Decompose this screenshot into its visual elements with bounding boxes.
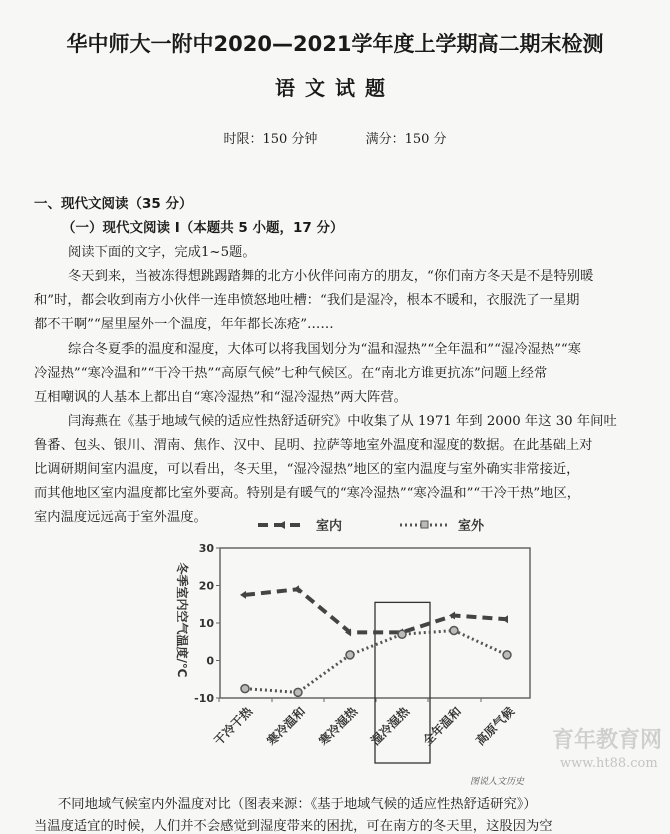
y-tick-label: 10	[198, 617, 214, 630]
paragraph-line: 都不干啊”“屋里屋外一个温度，年年都长冻疮”……	[34, 317, 334, 332]
image-credit: 图说人文历史	[470, 777, 525, 787]
chart-caption: 不同地域气候室内外温度对比（图表来源：《基于地域气候的适应性热舒适研究》）	[58, 797, 537, 812]
time-limit: 时限：150 分钟	[223, 132, 318, 147]
y-tick-label: 0	[206, 654, 214, 668]
data-point	[293, 585, 299, 593]
legend-marker	[421, 521, 428, 528]
legend-marker	[278, 521, 285, 529]
x-tick-label: 高原气候	[473, 704, 518, 749]
paragraph-line: 互相嘲讽的人基本上都出自“寒冷湿热”和“湿冷湿热”两大阵营。	[34, 390, 407, 405]
paragraph-line: 冬天到来，当被冻得想跳踢踏舞的北方小伙伴问南方的朋友，“你们南方冬天是不是特别暖	[68, 269, 594, 284]
series-line-outdoor	[245, 631, 507, 693]
x-tick-label: 干冷干热	[211, 704, 256, 749]
data-point	[346, 651, 354, 659]
section-subheading: （一）现代文阅读 I（本题共 5 小题，17 分）	[62, 220, 344, 236]
paragraph-line: 而其他地区室内温度都比室外要高。特别是有暖气的“寒冷湿热”“寒冷温和”“干冷干热”地区，	[34, 486, 581, 501]
section-heading: 一、现代文阅读（35 分）	[34, 196, 193, 212]
y-tick-label: 20	[198, 579, 214, 593]
exam-title: 华中师大一附中2020—2021学年度上学期高二期末检测	[66, 32, 604, 56]
x-tick-label: 寒冷温和	[264, 704, 309, 749]
paragraph-line: 比调研期间室内温度，可以看出，冬天里，“湿冷湿热”地区的室内温度与室外确实非常接近，	[34, 462, 580, 477]
instruction: 阅读下面的文字，完成1~5题。	[68, 245, 256, 260]
data-point	[450, 627, 458, 635]
x-tick-label: 寒冷湿热	[316, 704, 361, 749]
watermark-logo: 育年教育网	[552, 728, 663, 753]
exam-subject: 语文试题	[275, 76, 395, 100]
paragraph-line: 和”时，都会收到南方小伙伴一连串愤怒地吐槽：“我们是湿冷，根本不暖和，衣服洗了一星期	[34, 293, 580, 308]
series-line-indoor	[245, 589, 507, 632]
paragraph-line: 室内温度远远高于室外温度。	[34, 510, 207, 525]
watermark-url: www.ht88.com	[560, 756, 658, 771]
x-tick-label: 全年温和	[420, 704, 465, 749]
y-tick-label: 30	[198, 542, 214, 555]
data-point	[502, 615, 508, 623]
paragraph-line: 冷湿热”“寒冷温和”“干冷干热”“高原气候”七种气候区。在“南北方谁更抗冻”问题上经常	[34, 366, 548, 381]
y-axis-label: 冬季室内空气温度/℃	[175, 562, 189, 678]
full-score: 满分：150 分	[365, 132, 447, 147]
data-point	[294, 688, 302, 696]
data-point	[503, 651, 511, 659]
paragraph-line: 当温度适宜的时候，人们并不会感觉到湿度带来的困扰，可在南方的冬天里，这股因为空	[34, 819, 553, 834]
paragraph-line: 综合冬夏季的温度和湿度，大体可以将我国划分为“温和湿热”“全年温和”“湿冷湿热”“寒	[68, 342, 581, 357]
y-tick-label: -10	[194, 692, 214, 705]
chart-legend	[258, 518, 485, 534]
data-point	[398, 630, 406, 638]
legend-label: 室外	[458, 519, 485, 534]
data-point	[449, 612, 455, 620]
x-tick-label: 湿冷湿热	[368, 704, 413, 749]
legend-label: 室内	[316, 519, 343, 534]
data-point	[241, 685, 249, 693]
paragraph-line: 闫海燕在《基于地域气候的适应性热舒适研究》中收集了从 1971 年到 2000 年这 30 年间吐	[68, 414, 617, 429]
data-point	[240, 591, 246, 599]
paragraph-line: 鲁番、包头、银川、渭南、焦作、汉中、昆明、拉萨等地室外温度和湿度的数据。在此基础上对	[34, 438, 593, 453]
